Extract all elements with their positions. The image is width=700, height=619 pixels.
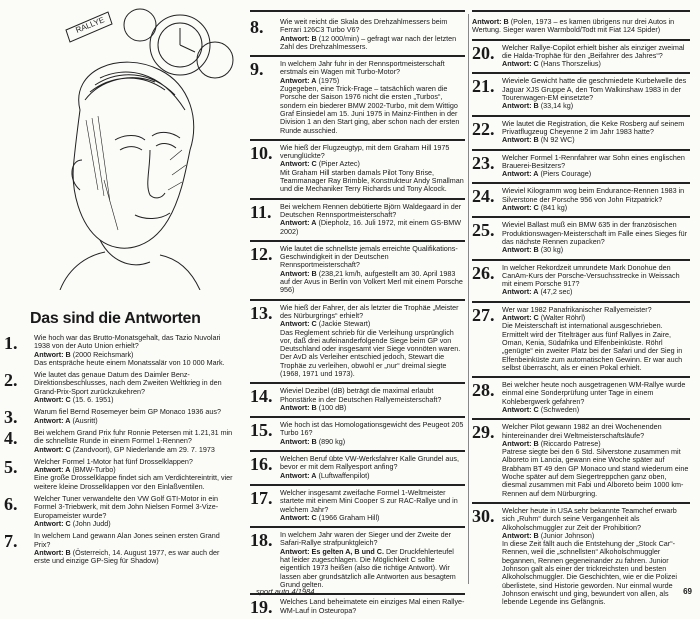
answer [34,446,236,454]
answer [502,288,690,296]
answer-text: (Walter Röhrl) [540,313,586,323]
divider [472,376,690,378]
answer-label: Antwort: A [280,218,317,228]
answer [280,404,465,412]
qa-item-26 [472,264,690,297]
question-text: Wieviel Dezibel (dB) beträgt die maximal erlaubt Phonstärke in der Deutschen Rallyemeisterschaft? [280,386,442,404]
divider [250,526,465,528]
answer-text: (Piers Courage) [540,169,592,179]
question-number: 28. [472,380,495,401]
answer-text: (15. 6. 1951) [72,395,114,405]
answer [280,548,465,589]
question-number: 2. [4,370,18,391]
qa-item-29 [472,423,690,498]
divider [472,182,690,184]
qa-item-19 [250,597,465,618]
qa-item-24 [472,187,690,212]
qa-item-19-answer [472,18,690,35]
question-number: 27. [472,304,495,325]
qa-item-28 [472,381,690,414]
answer-text: (238,21 km/h, aufgestellt am 30. April 1983 auf der Avus in Berlin von Volkert Merl mit einem Porsche 956) [280,268,463,295]
divider [250,240,465,242]
divider [250,139,465,141]
left-column [0,0,238,600]
divider [472,39,690,41]
answer [34,549,236,566]
answer-text: (Riccardo Patrese) [540,438,601,448]
answer-text: (Zandvoort), GP Niederlande am 29. 7. 1973 [72,444,215,454]
divider [472,502,690,504]
question-text: Wer war 1982 Panafrikanischer Rallyemeister? [502,304,652,314]
answer [34,396,236,404]
explanation: Zugegeben, eine Trick-Frage – tatsächlich waren die Porsche der Saison 1976 nicht die ersten „Turbos“, sondern ein biederer BMW 2002-Turbo, mit dem Wittigo Graf Einsiedel am 15. Juni 1975 in Mainz-Finthen in der Division 1 an den Start ging, aber schon nach der ersten Runde ausschied. [280,84,460,135]
top-rule-right [472,10,690,12]
right-column [472,18,690,611]
question-text: Welcher Formel 1-Rennfahrer war Sohn eines englischen Brauerei-Besitzers? [502,152,685,170]
explanation: Eine große Drosselklappe findet sich am Verdichtereintritt, vier weitere kleine Drosselklappen vor den Einlaßventilen. [34,473,233,491]
question-text: Welches Land beheimatete ein einziges Mal einen Rallye-WM-Lauf in Osteuropa? [280,597,465,615]
divider [472,149,690,151]
answer-text: (Ausritt) [72,415,98,425]
explanation: Das Reglement schrieb für die Verleihung ursprünglich vor, daß drei aufeinanderfolgende Siege beim GP von Deutschland oder insgesamt vier Siege vonnöten waren. Der AvD als Verleiher entschied jedoch, Stewart die Trophäe zu verleihen, obwohl er „nur“ dreimal siegte (1968, 1971 und 1973). [280,327,461,378]
answer [280,219,465,236]
qa-item-9 [250,60,465,135]
qa-item-15 [250,421,465,446]
answer-text: (12 000/min) – gefragt war nach der letzten Zahl des Drehzahlmessers. [280,33,457,51]
top-rule-mid [250,10,465,12]
answer-label: Antwort: C [502,59,539,69]
answer-label: Antwort: A [280,75,317,85]
answer-text: (N 92 WC) [540,135,575,145]
question-number: 25. [472,220,495,241]
question-number: 22. [472,118,495,139]
question-number: 14. [250,386,273,407]
qa-item-20 [472,44,690,69]
portrait-illustration [0,0,238,290]
divider [472,216,690,218]
answer-text: (Diepholz, 16. Juli 1972, mit einem GS-BMW 2002) [280,218,462,236]
qa-item-4 [4,429,236,454]
answer-text: Der Druckfehlerteufel hat leider zugeschlagen. Die Möglichkeit C sollte eigentlich 1973 heißen (also die richtige Antwort). Wir lassen aber grundsätzlich alle Antworten aus besagtem Grund gelten. [280,546,456,589]
question-number: 11. [250,201,272,222]
question-number: 4. [4,427,18,448]
question-text: Wie hoch war das Brutto-Monatsgehalt, das Tazio Nuvolari 1938 von der Auto Union erhielt? [34,333,221,351]
answer-label: Antwort: C [502,313,539,323]
divider [250,198,465,200]
explanation: Mit Graham Hill starben damals Pilot Tony Brise, Teammanager Ray Brimble, Konstrukteur Andy Smallman und die Mechaniker Terry Richards und Tony Alcock. [280,167,464,194]
answer [502,170,690,178]
qa-item-25 [472,221,690,254]
question-text: Wie hieß der Fahrer, der als letzter die Trophäe „Meister des Nürburgrings“ erhielt? [280,302,459,320]
answer-label: Antwort: B [280,436,317,446]
explanation: Patrese siegte bei den 6 Std. Silverstone zusammen mit Alboreto im Lancia, gewann eine Woche später auf Brabham BT 49 den GP Monaco und stand wiederum eine Woche später auf dem Siegertreppchen ganz oben, diesmal zusammen mit Fabi und Alboreto beim 1000 km-Rennen auf dem Nürburgring. [502,447,689,498]
answer [280,514,465,522]
answer-label: Antwort: C [502,404,539,414]
qa-item-27 [472,306,690,372]
answer-text: (890 kg) [318,436,346,446]
answer-text: (Jackie Stewart) [318,319,371,329]
answer-label: Antwort: B [502,438,539,448]
question-text: Welcher heute in USA sehr bekannte Teamchef erwarb sich „Ruhm“ durch seine Vergangenheit als Alkoholschmuggler zur Zeit der Prohibition? [502,505,677,532]
page-title: Das sind die Antworten [30,310,201,327]
question-text: Wie lautet das genaue Datum des Daimler Benz-Direktionsbeschlusses, nach dem Zweiten Weltkrieg in den Grand-Prix-Sport zurückzukehren? [34,370,222,396]
question-text: In welcher Rekordzeit umrundete Mark Donohue den CanAm-Kurs der Porsche-Versuchsstrecke in Weissach mit einem Porsche 917? [502,262,680,289]
divider [250,416,465,418]
answer-label: Antwort: C [34,444,71,454]
answer-text: (30 kg) [540,245,564,255]
answer-text: (1975) [318,75,340,85]
rallye-sticker-text: RALLYE [74,15,106,35]
answer-label: Antwort: C [502,203,539,213]
question-number: 6. [4,494,18,515]
answer-text: (Luftwaffenpilot) [318,470,370,480]
question-text: Wieviel Ballast muß ein BMW 635 in der französischen Produktionswagen-Meisterschaft im Falle eines Sieges für das nächste Rennen zupacken? [502,220,687,246]
question-number: 10. [250,142,273,163]
answer-label: Antwort: B [34,547,71,557]
qa-item-2 [4,371,236,404]
answer-text: (Polen, 1973 – es kamen übrigens nur drei Autos in Wertung. Sieger waren Warmbold/Todt mit Fiat 124 Spider) [472,17,675,35]
answer-text: (2000 Reichsmark) [72,349,134,359]
question-number: 29. [472,422,495,443]
divider [250,382,465,384]
question-text: Bei welcher heute noch ausgetragenen WM-Rallye wurde einmal eine Sonderprüfung unter Tage in einem Kohlebergwerk gefahren? [502,380,686,406]
question-number: 5. [4,456,18,477]
question-text: Welchen Beruf übte VW-Werksfahrer Kalle Grundel aus, bevor er mit dem Rallyesport anfing? [280,454,459,472]
divider [472,259,690,261]
qa-item-8 [250,18,465,51]
qa-item-6 [4,495,236,528]
qa-item-14 [250,387,465,412]
question-text: Welcher Rallye-Copilot erhielt bisher als einziger zweimal die Halda-Trophäe für den „Beifahrer des Jahres“? [502,42,685,60]
divider [250,299,465,301]
answer-label: Antwort: C [280,512,317,522]
question-text: Wie lautet die Registration, die Keke Rosberg auf seinem Privatflugzeug Cheyenne 2 im Jahr 1983 hatte? [502,118,685,136]
divider [472,115,690,117]
answer-label: Antwort: B [502,101,539,111]
question-number: 9. [250,59,264,80]
divider [250,55,465,57]
answer [280,35,465,52]
question-number: 12. [250,243,273,264]
divider [472,301,690,303]
answer [280,472,465,480]
question-text: Wie hieß der Flugzeugtyp, mit dem Graham Hill 1975 verunglückte? [280,142,450,161]
qa-item-7 [4,532,236,565]
question-number: 13. [250,302,273,323]
answer [280,270,465,295]
answer [502,136,690,144]
question-text: Wieviele Gewicht hatte die geschmiedete Kurbelwelle des Jaguar XJS Gruppe A, den Tom Walkinshaw 1983 in der Tourenwagen-EM einsetzte? [502,76,687,103]
answer-label: Antwort: B [280,402,317,412]
question-text: Bei welchem Grand Prix fuhr Ronnie Petersen mit 1.21,31 min die schnellste Runde in einem Formel 1-Rennen? [34,427,233,446]
question-number: 7. [4,531,18,552]
question-text: Wie lautet die schnellste jemals erreichte Qualifikations-Geschwindigkeit in der Deutschen Rennsportmeisterschaft? [280,243,458,270]
answer-label: Antwort: C [34,518,71,528]
qa-item-22 [472,120,690,145]
answer-text: (Junior Johnson) [540,530,595,540]
question-number: 1. [4,333,18,353]
qa-item-21 [472,77,690,110]
question-number: 17. [250,487,273,508]
question-text: Wie hoch ist das Homologationsgewicht des Peugeot 205 Turbo 16? [280,420,464,438]
divider [250,450,465,452]
divider [472,72,690,74]
question-text: In welchem Jahr waren der Sieger und der Zweite der Safari-Rallye strafpunktgleich? [280,530,451,548]
question-text: Bei welchem Rennen debütierte Björn Waldegaard in der Deutschen Rennsportmeisterschaft? [280,201,462,219]
question-text: Wieviel Kilogramm wog beim Endurance-Rennen 1983 in Silverstone der Porsche 956 von John Fitzpatrick? [502,186,685,204]
divider [472,418,690,420]
question-number: 8. [250,17,264,37]
column-divider [468,14,469,584]
question-text: In welchem Jahr fuhr in der Rennsportmeisterschaft erstmals ein Wagen mit Turbo-Motor? [280,59,445,77]
question-text: In welchem Land gewann Alan Jones seinen ersten Grand Prix? [34,531,220,549]
qa-item-23 [472,154,690,179]
answer-text: (Schweden) [540,404,580,414]
question-number: 16. [250,454,273,475]
answer-label: Antwort: A [280,470,317,480]
answer-label: Antwort: B [34,349,71,359]
answer [502,246,690,254]
question-text: Welcher Pilot gewann 1982 an drei Wochenenden hintereinander drei Weltmeisterschaftsläufe? [502,422,662,440]
qa-item-12 [250,245,465,295]
question-number: 30. [472,505,495,526]
answer-label: Antwort: B [280,33,317,43]
answer [280,438,465,446]
question-text: Welcher Formel 1-Motor hat fünf Drosselklappen? [34,456,193,466]
answer-label: Antwort: C [280,319,317,329]
question-number: 3. [4,407,18,428]
page-number: 69 [683,587,692,596]
answer-label: Antwort: A [502,287,539,297]
answer-text: (Hans Thorszelius) [540,59,601,69]
answer-label: Antwort: B [502,245,539,255]
qa-item-30 [472,507,690,607]
qa-item-16 [250,455,465,480]
answer-text: (John Judd) [72,518,111,528]
question-number: 19. [250,597,273,618]
answer-text: (100 dB) [318,402,347,412]
qa-item-17 [250,489,465,522]
answer-text: (BMW-Turbo) [72,465,116,475]
question-number: 15. [250,420,273,441]
question-number: 21. [472,76,495,97]
qa-item-5 [4,458,236,491]
answer [502,204,690,212]
answer [502,406,690,414]
middle-column [250,18,465,619]
qa-item-13 [250,304,465,379]
explanation: Das entspräche heute einem Monatssalär von 10 000 Mark. [34,357,225,367]
answer [502,102,690,110]
qa-item-3 [4,407,236,428]
qa-item-1 [4,334,236,367]
answer-text: (Österreich, 14. August 1977, es war auch der erste und einzige GP-Sieg für Shadow) [34,547,220,566]
question-text: Wie weit reicht die Skala des Drehzahlmessers beim Ferrari 126C3 Turbo V6? [280,17,448,35]
answer-label: Antwort: Es gelten A, B und C. [280,546,384,556]
answer-label: Antwort: C [280,159,317,169]
answer-text: (47,2 sec) [540,287,573,297]
explanation: Die Meisterschaft ist international ausgeschrieben. Ermittelt wird der Titelträger aus fünf Rallyes in Zaire, Oman, Kenia, Südafrika und Elfenbeinküste. Röhrl „genügte“ ein zweiter Platz bei der Safari und der Sieg in Elfenbeinküste zum automatischen Gewinn. Er war auch selbst überrascht, als er einen Pokal erhielt. [502,321,683,372]
question-text: Welcher insgesamt zweifache Formel 1-Weltmeister startete mit einem Mini Cooper S zur RAC-Rallye und in welchem Jahr? [280,487,458,514]
answer-text: (33,14 kg) [540,101,574,111]
question-number: 18. [250,530,273,551]
answer-text: (841 kg) [540,203,568,213]
divider [250,484,465,486]
question-number: 26. [472,262,495,283]
answer-label: Antwort: B [502,135,539,145]
left-qa-list [4,334,236,569]
answer-text: (Piper Aztec) [318,159,360,169]
answer [472,18,690,35]
answer [502,60,690,68]
question-number: 23. [472,152,495,173]
magazine-footer: sport auto 4/1984 [256,587,315,596]
answer-label: Antwort: C [34,395,71,405]
question-number: 24. [472,186,495,207]
answer-label: Antwort: B [280,268,317,278]
answer-label: Antwort: A [34,465,71,475]
answer-label: Antwort: B [502,530,539,540]
question-text: Warum fiel Bernd Rosemeyer beim GP Monaco 1936 aus? [34,407,221,417]
answer [34,417,236,425]
answer-label: Antwort: B [472,17,509,26]
answer-label: Antwort: A [34,415,71,425]
question-number: 20. [472,42,495,63]
explanation: In diese Zeit fällt auch die Entstehung der „Stock Car“-Rennen, weil die „schnellsten“ Alkoholschmuggler begannen, Rennen gegeneinander zu fahren. Junior Johnson galt als einer der trickreichsten und besten Alkoholschmuggler. Die Geschichten, wie er die Polizei überlistete, sind Historie geworden. Nur einmal wurde Johnson erwischt und ging, bewundert von allen, als lebende Legende ins Gefängnis. [502,539,677,607]
answer-text: (1966 Graham Hill) [318,512,380,522]
qa-item-18 [250,531,465,589]
question-text: Welcher Tuner verwandelte den VW Golf GTI-Motor in ein Formel 3-Triebwerk, mit dem John Nielsen Formel 3-Vize-Europameister wurde? [34,494,219,520]
qa-item-10 [250,144,465,194]
answer [34,520,236,528]
answer-label: Antwort: A [502,169,539,179]
qa-item-11 [250,203,465,236]
